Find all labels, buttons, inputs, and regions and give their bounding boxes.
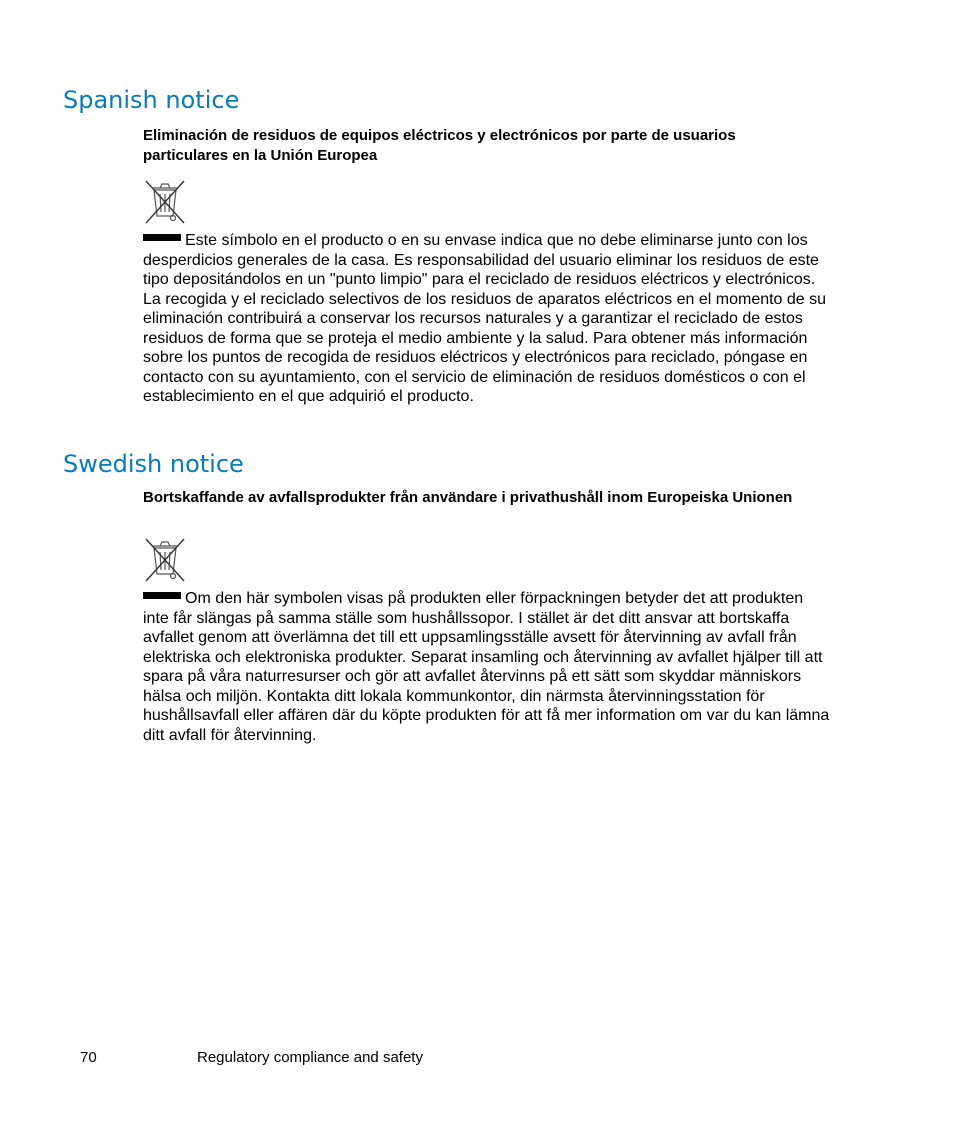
footer-chapter-title: Regulatory compliance and safety <box>197 1049 423 1066</box>
spanish-notice-title: Spanish notice <box>63 86 240 114</box>
weee-crossed-bin-icon <box>143 178 187 226</box>
weee-crossed-bin-icon <box>143 536 187 584</box>
page-number: 70 <box>80 1049 97 1066</box>
spanish-body-text: Este símbolo en el producto o en su envase indica que no debe eliminarse junto con los desperdicios generales de la casa. Es responsabilidad del usuario eliminar los residuos de este tipo depositándolos en un "punto limpio" para el reciclado de residuos eléctricos y electrónicos. La recogida y el reciclado selectivos de los residuos de aparatos eléctricos en el momento de su eliminación contribuirá a conservar los recursos naturales y a garantizar el reciclado de estos residuos de forma que se proteja el medio ambiente y la salud. Para obtener más información sobre los puntos de recogida de residuos eléctricos y electrónicos para reciclado, póngase en contacto con su ayuntamiento, con el servicio de eliminación de residuos domésticos o con el establecimiento en el que adquirió el producto. <box>143 232 827 405</box>
swedish-notice-subhead: Bortskaffande av avfallsprodukter från användare i privathushåll inom Europeiska Unionen <box>143 489 793 506</box>
black-bar-icon <box>143 234 181 241</box>
spanish-notice-subhead: Eliminación de residuos de equipos eléctricos y electrónicos por parte de usuarios particulares en la Unión Europea <box>143 127 736 164</box>
spanish-notice-body <box>143 231 833 407</box>
swedish-notice-body <box>143 589 833 745</box>
swedish-notice-title: Swedish notice <box>63 450 244 478</box>
black-bar-icon <box>143 592 181 599</box>
swedish-body-text: Om den här symbolen visas på produkten eller förpackningen betyder det att produkten inte får slängas på samma ställe som hushållssopor. I stället är det ditt ansvar att bortskaffa avfallet genom att överlämna det till ett uppsamlingsställe avsett för återvinning av avfall från elektriska och elektroniska produkter. Separat insamling och återvinning av avfallet hjälper till att spara på våra naturresurser och gör att avfallet återvinns på ett sätt som skyddar människors hälsa och miljön. Kontakta ditt lokala kommunkontor, din närmsta återvinningsstation för hushållsavfall eller affären där du köpte produkten för att få mer information om var du kan lämna ditt avfall för återvinning. <box>143 590 830 744</box>
